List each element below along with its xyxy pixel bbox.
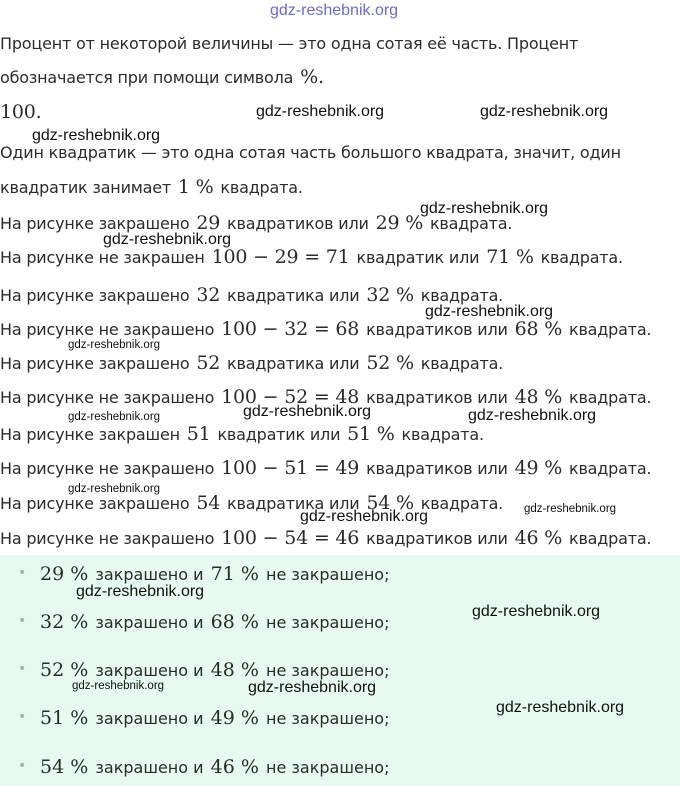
math-value: 49 %	[514, 457, 563, 479]
watermark: gdz-reshebnik.org	[425, 303, 554, 320]
percent-value: 46 %	[210, 756, 259, 778]
line-text: квадрата.	[540, 248, 623, 267]
line-text: На рисунке закрашено	[0, 494, 190, 513]
watermark: gdz-reshebnik.org	[496, 699, 625, 716]
line-text: квадрата.	[420, 494, 504, 513]
bullet-icon: •	[18, 758, 27, 774]
percent-value: 29 %	[40, 563, 89, 585]
line-text: На рисунке не закрашено	[0, 388, 215, 407]
calculation-line	[0, 318, 651, 340]
calculation-line	[0, 246, 623, 268]
percent-value: 49 %	[210, 707, 259, 729]
watermark: gdz-reshebnik.org	[480, 103, 609, 120]
calculation-line	[0, 457, 651, 479]
math-value: 29 %	[375, 212, 424, 234]
math-value: 48 %	[514, 386, 563, 408]
math-value: 51	[186, 423, 211, 445]
math-value: 100 − 29 = 71	[211, 246, 350, 268]
math-value: 54	[196, 492, 221, 514]
math-value: 52 %	[366, 352, 414, 374]
watermark: gdz-reshebnik.org	[68, 339, 161, 351]
result-text: закрашено и	[95, 565, 204, 584]
line-text: квадрата.	[420, 354, 504, 373]
line-text: квадрата.	[420, 286, 504, 305]
watermark: gdz-reshebnik.org	[524, 503, 617, 515]
result-text: закрашено и	[95, 709, 204, 728]
result-text: не закрашено;	[266, 613, 390, 632]
intro-line-2	[0, 66, 326, 88]
watermark: gdz-reshebnik.org	[270, 2, 399, 19]
line-text: квадрата.	[568, 529, 652, 548]
line-text: квадрата.	[401, 425, 484, 444]
square-line-2-pre: квадратик занимает	[0, 178, 172, 197]
line-text: На рисунке закрашено	[0, 286, 190, 305]
line-text: На рисунке не закрашен	[0, 248, 205, 267]
result-text: не закрашено;	[266, 565, 390, 584]
percent-value: 52 %	[40, 659, 89, 681]
square-line-2-math: 1 %	[177, 176, 214, 198]
line-text: квадратиков или	[366, 320, 508, 339]
line-text: На рисунке закрашено	[0, 214, 190, 233]
calculation-line	[0, 423, 484, 445]
bullet-icon: •	[18, 565, 27, 581]
math-value: 68 %	[514, 318, 563, 340]
math-value: 100 − 52 = 48	[221, 386, 360, 408]
line-text: квадрата.	[568, 459, 652, 478]
square-line-2	[0, 176, 303, 198]
watermark: gdz-reshebnik.org	[472, 603, 601, 620]
intro-line-2-text: обозначается при помощи символа	[0, 68, 294, 87]
hundred-value: 100.	[0, 101, 42, 123]
percent-value: 54 %	[40, 756, 89, 778]
percent-value: 48 %	[210, 659, 259, 681]
line-text: На рисунке закрашено	[0, 354, 190, 373]
bullet-icon: •	[18, 613, 27, 629]
calculation-line	[0, 527, 651, 549]
intro-line-3	[0, 101, 44, 123]
line-text: квадрата.	[568, 388, 652, 407]
watermark: gdz-reshebnik.org	[420, 200, 549, 217]
result-text: закрашено и	[95, 758, 204, 777]
watermark: gdz-reshebnik.org	[32, 127, 161, 144]
watermark: gdz-reshebnik.org	[243, 403, 372, 420]
watermark: gdz-reshebnik.org	[103, 231, 232, 248]
math-value: 51 %	[347, 423, 395, 445]
watermark: gdz-reshebnik.org	[248, 679, 377, 696]
math-value: 54 %	[366, 492, 414, 514]
percent-value: 68 %	[210, 611, 259, 633]
line-text: квадратиков или	[366, 388, 508, 407]
result-text: не закрашено;	[266, 758, 390, 777]
watermark: gdz-reshebnik.org	[68, 483, 161, 495]
line-text: квадрата.	[568, 320, 652, 339]
line-text: квадратиков или	[227, 214, 369, 233]
bullet-icon: •	[18, 709, 27, 725]
line-text: На рисунке не закрашено	[0, 529, 215, 548]
watermark: gdz-reshebnik.org	[256, 103, 385, 120]
math-value: 32 %	[366, 284, 414, 306]
percent-value: 51 %	[40, 707, 89, 729]
percent-symbol: %.	[300, 66, 324, 88]
line-text: квадратика или	[227, 286, 360, 305]
line-text: квадратик или	[356, 248, 480, 267]
result-item	[38, 563, 389, 585]
result-item	[38, 707, 389, 729]
result-text: закрашено и	[95, 661, 204, 680]
math-value: 100 − 54 = 46	[221, 527, 360, 549]
result-item	[38, 611, 389, 633]
math-value: 29	[196, 212, 221, 234]
watermark: gdz-reshebnik.org	[468, 407, 597, 424]
result-text: закрашено и	[95, 613, 204, 632]
line-text: квадратик или	[217, 425, 341, 444]
result-text: не закрашено;	[266, 709, 390, 728]
intro-line-1: Процент от некоторой величины — это одна сотая её часть. Процент	[0, 34, 579, 53]
calculation-line	[0, 352, 503, 374]
percent-value: 32 %	[40, 611, 89, 633]
line-text: квадратиков или	[366, 529, 508, 548]
line-text: На рисунке закрашен	[0, 425, 180, 444]
percent-value: 71 %	[210, 563, 259, 585]
watermark: gdz-reshebnik.org	[68, 411, 161, 423]
math-value: 52	[196, 352, 221, 374]
math-value: 100 − 32 = 68	[221, 318, 360, 340]
result-item	[38, 756, 389, 778]
square-line-1: Один квадратик — это одна сотая часть большого квадрата, значит, один	[0, 143, 621, 162]
math-value: 46 %	[514, 527, 563, 549]
bullet-icon: •	[18, 661, 27, 677]
line-text: квадрата.	[429, 214, 513, 233]
square-line-2-post: квадрата.	[220, 178, 303, 197]
watermark: gdz-reshebnik.org	[72, 680, 165, 692]
watermark: gdz-reshebnik.org	[300, 508, 429, 525]
math-value: 100 − 51 = 49	[221, 457, 360, 479]
result-text: не закрашено;	[266, 661, 390, 680]
math-value: 32	[196, 284, 221, 306]
line-text: квадратика или	[227, 494, 360, 513]
watermark: gdz-reshebnik.org	[76, 583, 205, 600]
line-text: На рисунке не закрашено	[0, 320, 215, 339]
line-text: На рисунке не закрашено	[0, 459, 215, 478]
line-text: квадратика или	[227, 354, 360, 373]
line-text: квадратиков или	[366, 459, 508, 478]
result-item	[38, 659, 389, 681]
math-value: 71 %	[486, 246, 534, 268]
